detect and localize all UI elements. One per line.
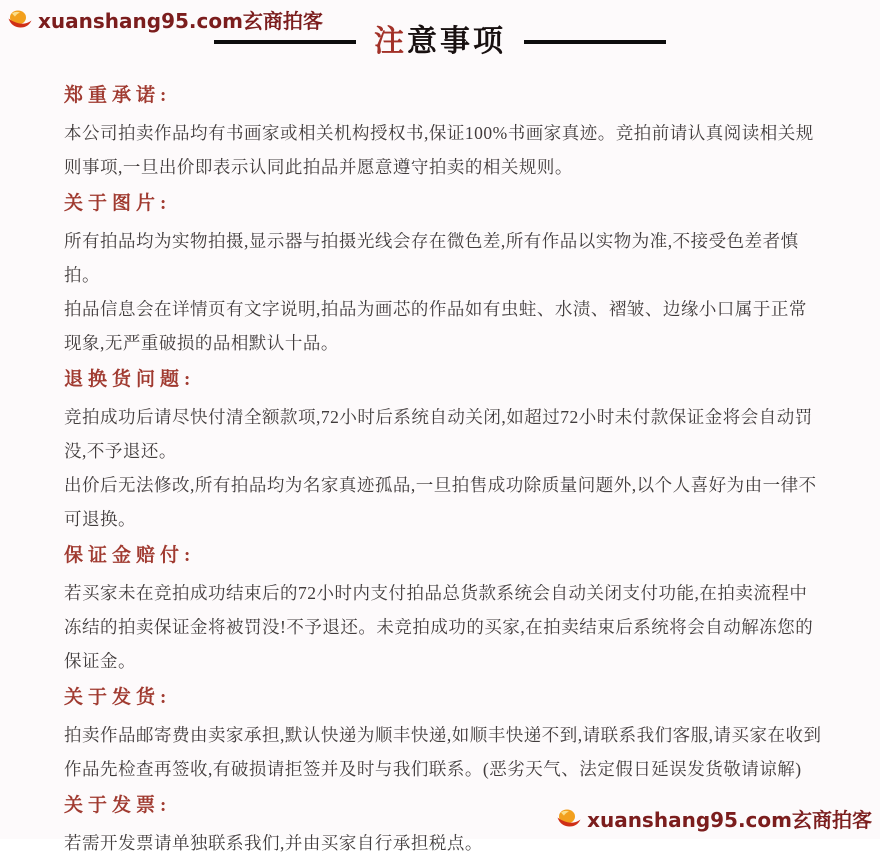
title-accent-char: 注 (374, 25, 407, 58)
title-rule-left (214, 40, 356, 44)
site-logo-text: xuanshang95.com玄商拍客 (38, 9, 323, 33)
page-title (374, 24, 506, 60)
section-heading-promise: 郑重承诺: (64, 85, 172, 106)
section-heading-pictures: 关于图片: (64, 193, 172, 214)
section-paragraph: 本公司拍卖作品均有书画家或相关机构授权书,保证100%书画家真迹。竞拍前请认真阅读相关规则事项,一旦出价即表示认同此拍品并愿意遵守拍卖的相关规则。 (64, 123, 814, 177)
site-logo-text: xuanshang95.com玄商拍客 (587, 808, 872, 832)
section-heading-deposit: 保证金赔付: (64, 545, 196, 566)
section-paragraph: 若买家未在竞拍成功结束后的72小时内支付拍品总货款系统会自动关闭支付功能,在拍卖流程中冻结的拍卖保证金将被罚没!不予退还。未竞拍成功的买家,在拍卖结束后系统将会自动解冻您的保证金。 (64, 583, 814, 671)
site-watermark-top (7, 5, 323, 34)
section-paragraph: 出价后无法修改,所有拍品均为名家真迹孤品,一旦拍售成功除质量问题外,以个人喜好为由一律不可退换。 (64, 475, 817, 529)
title-rest-chars: 意事项 (407, 25, 506, 58)
section-heading-returns: 退换货问题: (64, 369, 196, 390)
section-heading-shipping: 关于发货: (64, 687, 172, 708)
section-paragraph: 拍品信息会在详情页有文字说明,拍品为画芯的作品如有虫蛀、水渍、褶皱、边缘小口属于正常现象,无严重破损的品相默认十品。 (64, 299, 807, 353)
notice-content (0, 60, 880, 860)
section-heading-invoice: 关于发票: (64, 795, 172, 816)
title-rule-right (524, 40, 666, 44)
section-paragraph: 若需开发票请单独联系我们,并由买家自行承担税点。 (64, 833, 483, 853)
site-watermark-bottom (556, 804, 872, 833)
section-paragraph: 所有拍品均为实物拍摄,显示器与拍摄光线会存在微色差,所有作品以实物为准,不接受色差者慎拍。 (64, 231, 799, 285)
gold-ingot-icon (556, 808, 582, 830)
gold-ingot-icon (7, 9, 33, 31)
section-paragraph: 竞拍成功后请尽快付清全额款项,72小时后系统自动关闭,如超过72小时未付款保证金将会自动罚没,不予退还。 (64, 407, 813, 461)
section-paragraph: 拍卖作品邮寄费由卖家承担,默认快递为顺丰快递,如顺丰快递不到,请联系我们客服,请买家在收到作品先检查再签收,有破损请拒签并及时与我们联系。(恶劣天气、法定假日延误发货敬请谅解) (64, 725, 822, 779)
